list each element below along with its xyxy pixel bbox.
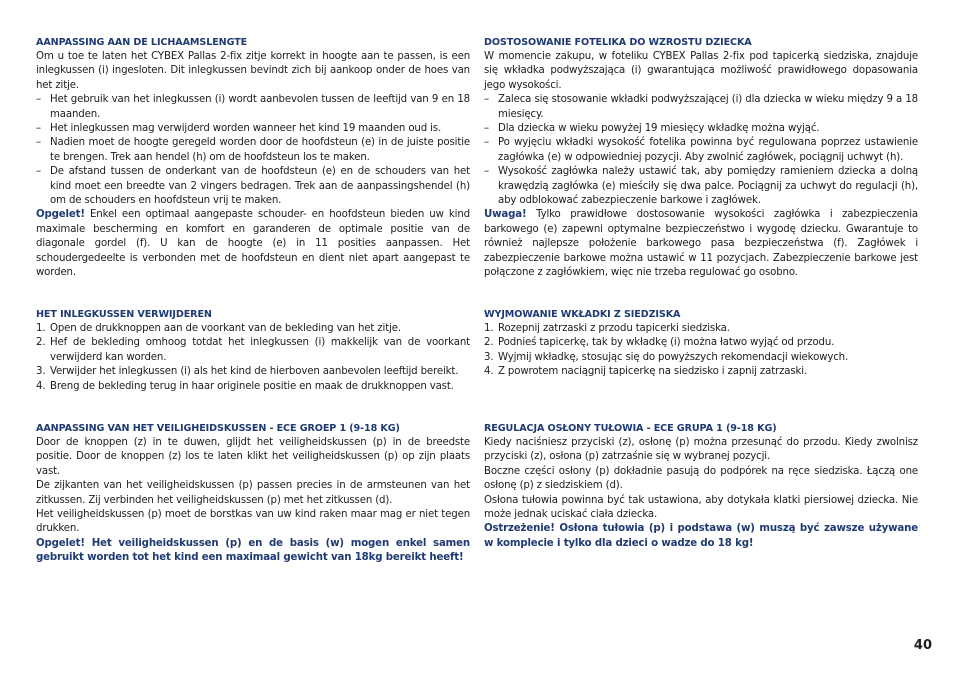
item-number: 3. (484, 351, 494, 363)
note-paragraph (36, 208, 470, 280)
list-item (484, 336, 918, 350)
page-number: 40 (913, 638, 932, 653)
list-item: – Het inlegkussen mag verwijderd worden wanneer het kind 19 maanden oud is. (36, 122, 470, 136)
item-number: 4. (484, 366, 494, 378)
list-item (36, 380, 470, 394)
item-text: Hef de bekleding omhoog totdat het inlegkussen (i) makkelijk van de voorkant verwijderd kan worden. (50, 337, 470, 363)
item-number: 1. (36, 323, 46, 334)
list-item (484, 322, 918, 336)
list-item: – Nadien moet de hoogte geregeld worden door de hoofdsteun (e) in de juiste positie te brengen. Trek aan hendel (h) om de hoofdsteun los te maken. (36, 136, 470, 165)
right-section-body-height (484, 36, 918, 281)
item-text: Z powrotem naciągnij tapicerkę na siedzisko i zapnij zatrzaski. (498, 366, 808, 378)
list-item (36, 365, 470, 379)
item-text: Open de drukknoppen aan de voorkant van de bekleding van het zitje. (50, 323, 401, 334)
item-text: Breng de bekleding terug in haar originele positie en maak de drukknoppen vast. (50, 380, 454, 392)
list-item (36, 322, 470, 336)
right-section-impact-shield (484, 422, 918, 551)
left-section-remove-insert (36, 308, 470, 394)
item-number: 2. (36, 337, 46, 349)
section-heading: AANPASSING AAN DE LICHAAMSLENGTE (36, 37, 248, 48)
paragraph: De zijkanten van het veiligheidskussen (p) passen precies in de armsteunen van het zitkussen. Zij verbinden het veiligheidskussen (p) met het zitkussen (d). (36, 480, 470, 506)
paragraph: Het veiligheidskussen (p) moet de borstkas van uw kind raken maar mag er niet tegen drukken. (36, 509, 470, 535)
list-item: – Dla dziecka w wieku powyżej 19 miesięcy wkładkę można wyjąć. (484, 122, 918, 136)
paragraph: Osłona tułowia powinna być tak ustawiona, aby dotykała klatki piersiowej dziecka. Nie może jednak uciskać ciała dziecka. (484, 494, 918, 521)
item-number: 1. (484, 323, 494, 334)
item-number: 2. (484, 337, 494, 349)
paragraph: Kiedy naciśniesz przyciski (z), osłonę (p) można przesunąć do przodu. Kiedy zwolnisz przyciski (z), osłona (p) zatrzaśnie się w wybranej pozycji. (484, 437, 918, 463)
section-heading: HET INLEGKUSSEN VERWIJDEREN (36, 309, 212, 320)
dash-list (484, 93, 918, 208)
list-item (36, 336, 470, 365)
section-heading: WYJMOWANIE WKŁADKI Z SIEDZISKA (484, 309, 681, 320)
section-heading: DOSTOSOWANIE FOTELIKA DO WZROSTU DZIECKA (484, 37, 752, 48)
item-text: Podnieś tapicerkę, tak by wkładkę (i) można łatwo wyjąć od przodu. (498, 337, 835, 349)
section-heading: AANPASSING VAN HET VEILIGHEIDSKUSSEN - ECE GROEP 1 (9-18 KG) (36, 423, 400, 434)
left-section-impact-shield (36, 422, 470, 566)
numbered-list (484, 322, 918, 380)
left-section-body-height (36, 36, 470, 281)
section-heading: REGULACJA OSŁONY TUŁOWIA - ECE GRUPA 1 (9-18 KG) (484, 423, 777, 434)
dash-list (36, 93, 470, 208)
item-text: Wyjmij wkładkę, stosując się do powyższych rekomendacji wiekowych. (498, 351, 849, 363)
right-section-remove-insert (484, 308, 918, 380)
item-text: Verwijder het inlegkussen (i) als het kind de hierboven aanbevolen leeftijd bereikt. (50, 366, 459, 378)
item-number: 3. (36, 366, 46, 378)
note-label: Opgelet! (36, 209, 85, 221)
list-item: – Zaleca się stosowanie wkładki podwyższającej (i) dla dziecka w wieku między 9 a 18 miesięcy. (484, 93, 918, 122)
list-item: – De afstand tussen de onderkant van de hoofdsteun (e) en de schouders van het kind moet een breedte van 2 vingers bedragen. Trek aan de aanpassingshendel (h) om de schouders en hoofdsteun vrij te maken. (36, 165, 470, 208)
item-number: 4. (36, 380, 46, 392)
intro-paragraph: W momencie zakupu, w foteliku CYBEX Pallas 2-fix pod tapicerką siedziska, znajduje się wkładka podwyższająca (i) gwarantująca możliwość prawidłowego dopasowania jego wysokości. (484, 51, 918, 91)
item-text: Rozepnij zatrzaski z przodu tapicerki siedziska. (498, 323, 730, 334)
list-item (484, 351, 918, 365)
intro-paragraph: Om u toe te laten het CYBEX Pallas 2-fix zitje korrekt in hoogte aan te passen, is een inlegkussen (i) ingesloten. Dit inlegkussen bevindt zich bij aankoop onder de hoes van het zitje. (36, 51, 470, 91)
note-text: Enkel een optimaal aangepaste schouder- en hoofdsteun bieden uw kind maximale bescherming en komfort en garanderen de optimale positie van de diagonale gordel (f). U kan de hoogte (e) in 11 posities aanpassen. Het schoudergedeelte is verbonden met de hoofdsteun en dient niet apart aangepast te worden. (36, 209, 470, 279)
note-label: Uwaga! (484, 209, 527, 221)
numbered-list (36, 322, 470, 394)
note-paragraph (484, 208, 918, 280)
warning-paragraph: Ostrzeżenie! Osłona tułowia (p) i podstawa (w) muszą być zawsze używane w komplecie i tylko dla dzieci o wadze do 18 kg! (484, 523, 918, 549)
list-item: – Het gebruik van het inlegkussen (i) wordt aanbevolen tussen de leeftijd van 9 en 18 maanden. (36, 93, 470, 122)
paragraph: Boczne części osłony (p) dokładnie pasują do podpórek na ręce siedziska. Łączą one osłonę (p) z siedziskiem (d). (484, 465, 918, 492)
list-item: – Po wyjęciu wkładki wysokość fotelika powinna być regulowana poprzez ustawienie zagłówka (e) w odpowiedniej pozycji. Aby zwolnić zagłówek, pociągnij uchwyt (h). (484, 136, 918, 165)
list-item: – Wysokość zagłówka należy ustawić tak, aby pomiędzy ramieniem dziecka a dolną krawędzią zagłówka (e) mieściły się dwa palce. Pociągnij za uchwyt do regulacji (h), aby odblokować zabezpieczenie barkowe i zagłówek. (484, 165, 918, 208)
paragraph: Door de knoppen (z) in te duwen, glijdt het veiligheidskussen (p) in de breedste positie. Door de knoppen (z) los te laten klikt het veiligheidskussen (p) op zijn plaats vast. (36, 437, 470, 477)
note-text: Tylko prawidłowe dostosowanie wysokości zagłówka i zabezpieczenia barkowego (e) zapewni optymalne bezpieczeństwo i wygodę dziecku. Gwarantuje to również najlepsze położenie barkowego pasa bezpieczeństwa (f). Zagłówek i zabezpieczenie barkowe można ustawić w 11 pozycjach. Zabezpieczenie barkowe jest połączone z zagłówkiem, więc nie trzeba regulować go osobno. (484, 209, 918, 279)
list-item (484, 365, 918, 379)
warning-paragraph: Opgelet! Het veiligheidskussen (p) en de basis (w) mogen enkel samen gebruikt worden tot het kind een maximaal gewicht van 18kg bereikt heeft! (36, 537, 470, 564)
